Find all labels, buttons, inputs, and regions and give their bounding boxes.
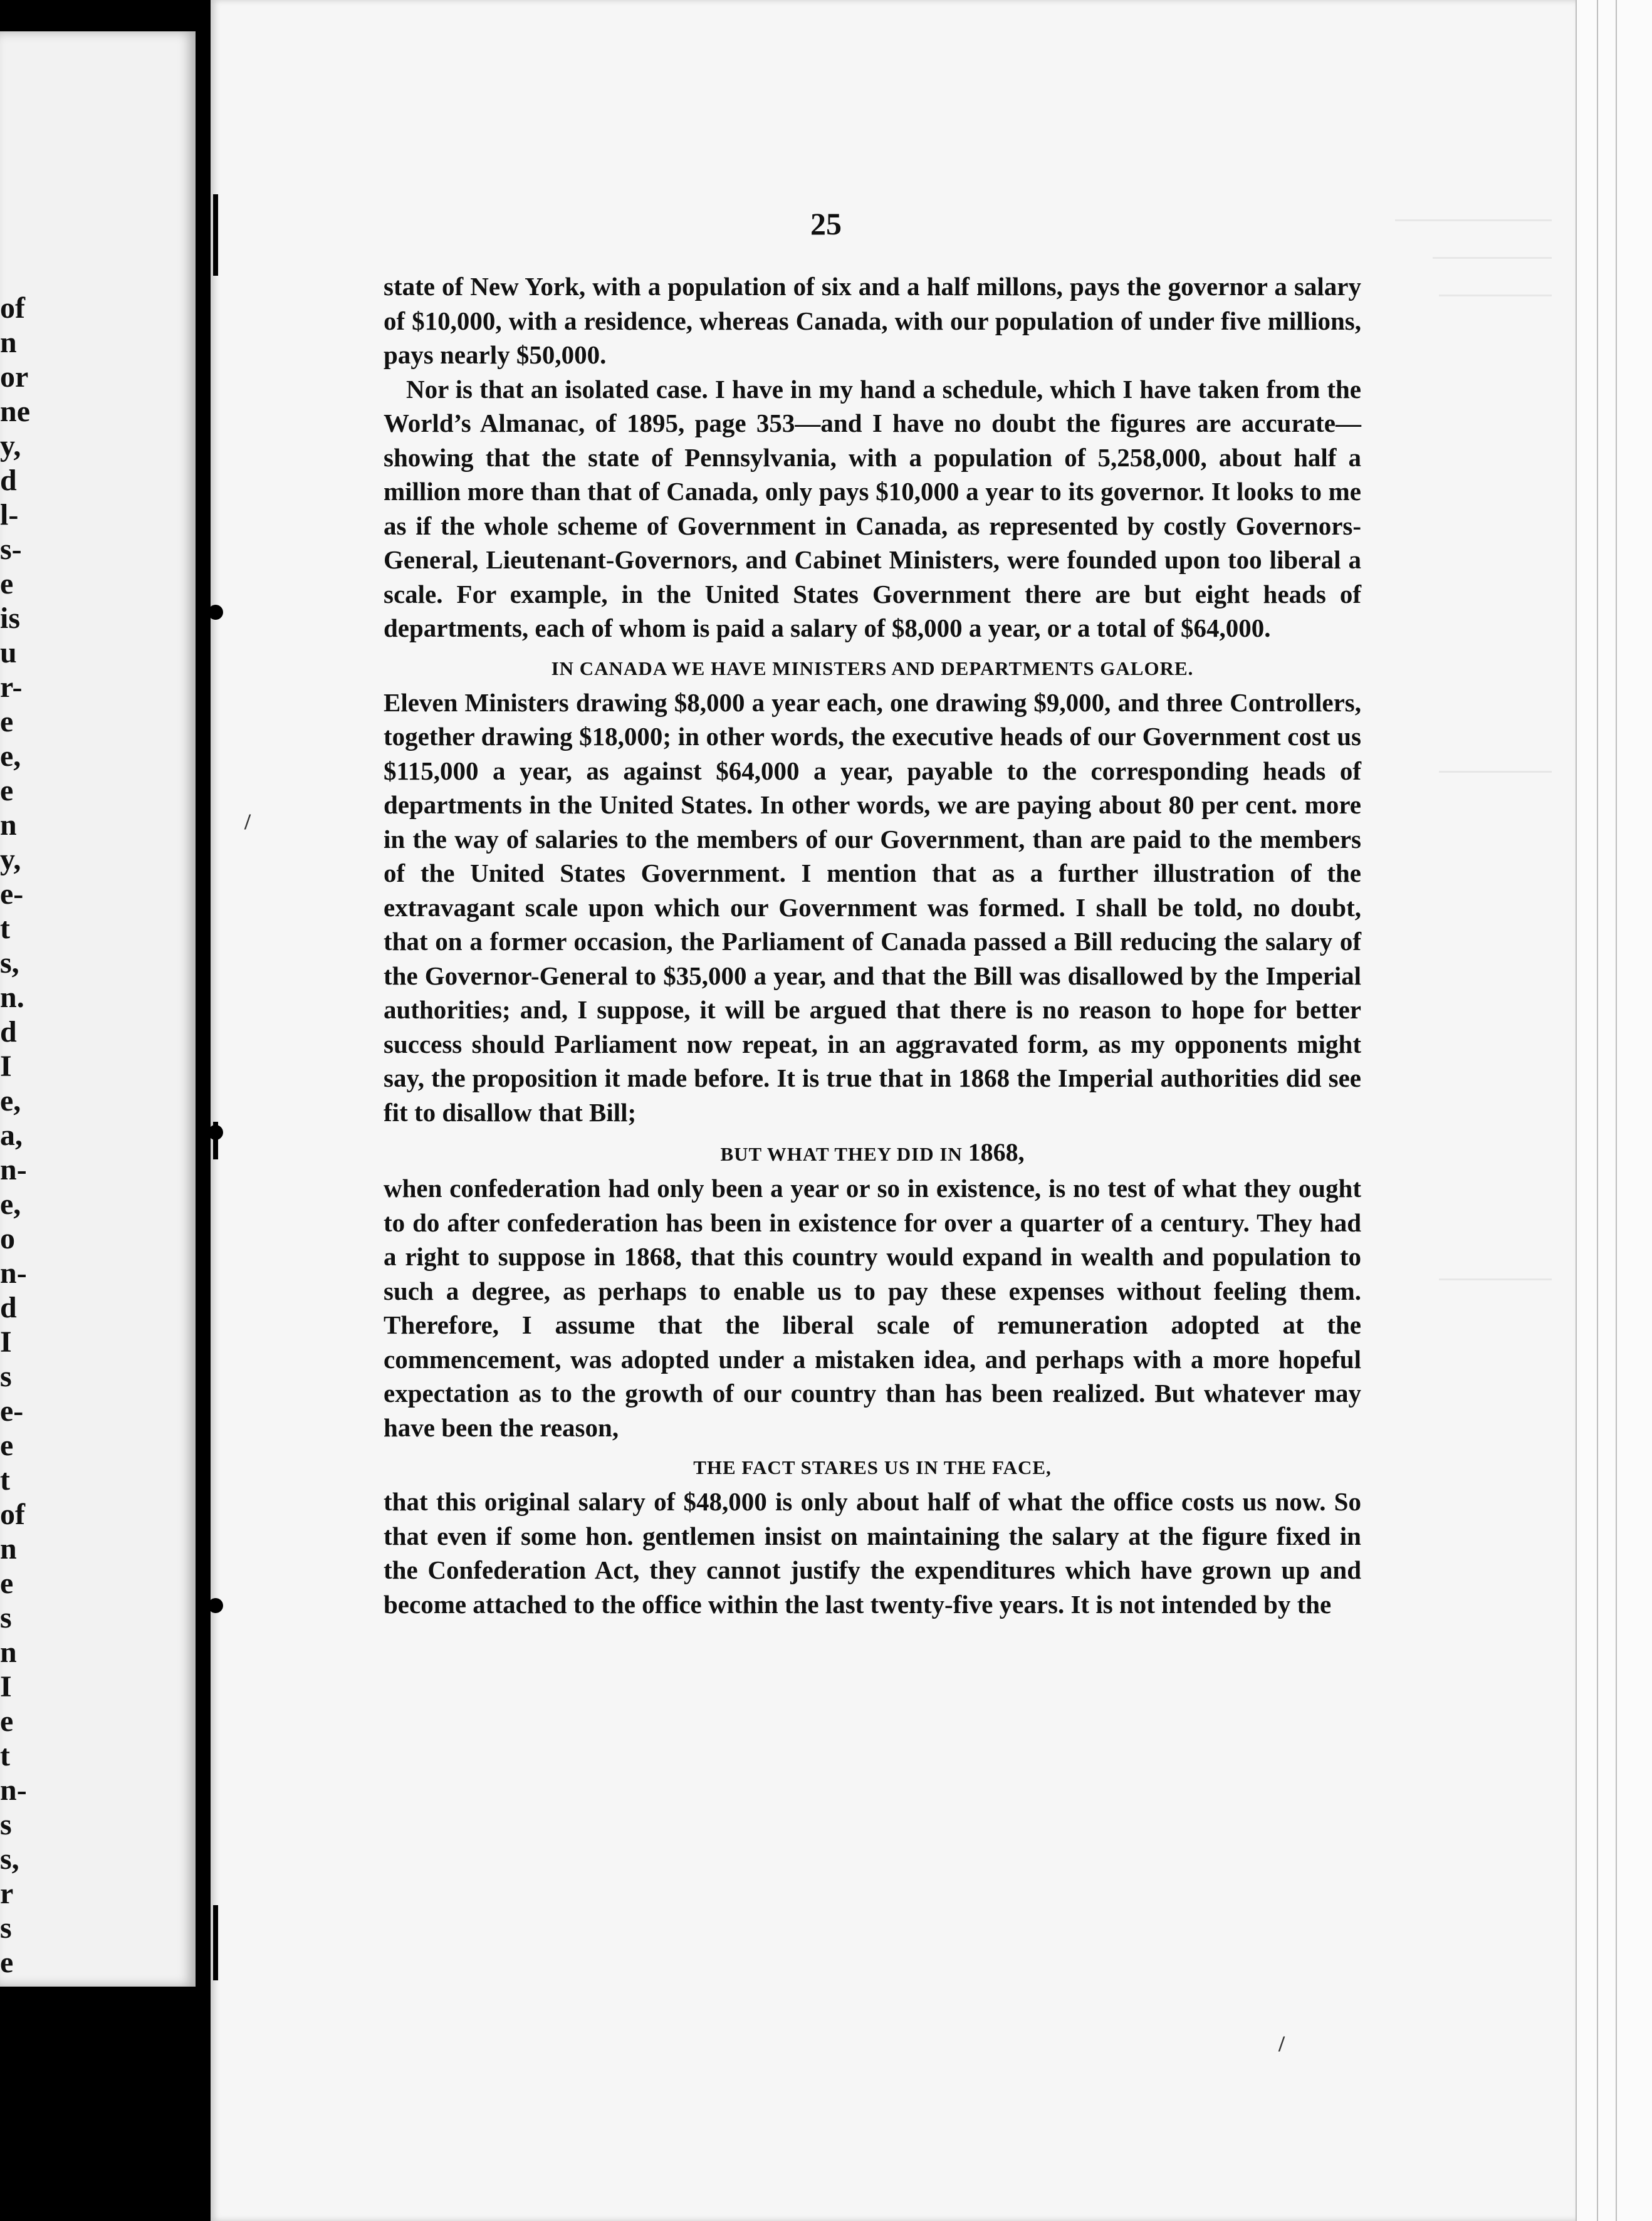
left-page-edge-fragment: s, — [0, 946, 19, 980]
left-page-edge-fragment: s — [0, 1601, 12, 1634]
left-page-edge-fragment: of — [0, 291, 25, 325]
show-through-line — [1439, 295, 1552, 296]
left-page-edge-fragment: I — [0, 1050, 12, 1083]
left-page-edge-fragment: y, — [0, 429, 21, 462]
print-mark: / — [244, 809, 251, 834]
left-page-edge-fragment: I — [0, 1325, 12, 1359]
binding-stitch-head — [208, 1125, 223, 1140]
binding-stitch — [213, 1905, 218, 1980]
binding-stitch-head — [208, 1598, 223, 1613]
left-page-edge-text — [0, 31, 196, 1987]
page-stack-edge — [1576, 0, 1598, 2221]
paragraph: when confederation had only been a year or so in existence, is no test of what they ought to do after confederation has been in existence for over a quarter of a century. They had a right to suppose in 1868, that this country would expand in wealth and population to such a degree, as perhaps to enable us to pay these expenses without feeling them. Therefore, I assume that the liberal scale of remuneration adopted at the commencement, was adopted under a mistaken idea, and perhaps with a more hopeful expectation as to the growth of our country than has been realized. But whatever may have been the reason, — [384, 1174, 1361, 1442]
left-page-edge-fragment: n- — [0, 1153, 27, 1186]
left-page-edge-fragment: d — [0, 1015, 17, 1048]
paragraph: Eleven Ministers drawing $8,000 a year each, one drawing $9,000, and three Controllers, together drawing $18,000; in other words, the executive heads of our Government cost us $115,000 a year, as against $64,000 a year, payable to the corresponding heads of departments in the United States. In other words, we are paying about 80 per cent. more in the way of salaries to the members of our Government, than are paid to the members of the United States Government. I mention that as a further illustration of the extravagant scale upon which our Government was formed. I shall be told, no doubt, that on a former occasion, the Parliament of Canada passed a Bill reducing the salary of the Governor-General to $35,000 a year, and that the Bill was disallowed by the Imperial authorities; and, I suppose, it will be argued that there is no reason to hope for better success should Parliament now repeat, in an aggravated form, as my opponents might say, the proposition it made before. It is true that in 1868 the Imperial authorities did see fit to disallow that Bill; — [384, 687, 1361, 1127]
left-page-edge-fragment: o — [0, 1222, 15, 1255]
page-number: 25 — [810, 206, 842, 241]
show-through-line — [1433, 257, 1552, 259]
left-page-edge-fragment: r- — [0, 671, 23, 704]
left-page-edge-fragment: s- — [0, 533, 22, 566]
left-page-edge-fragment: t — [0, 1739, 10, 1772]
left-page-edge-fragment: e- — [0, 1394, 24, 1428]
page-text — [384, 269, 1361, 1621]
left-page-edge-fragment: n — [0, 326, 17, 359]
section-heading-text: BUT WHAT THEY DID IN — [720, 1143, 963, 1165]
left-page-edge-fragment: t — [0, 912, 10, 945]
left-page-edge-fragment: is — [0, 602, 21, 635]
paragraph: Nor is that an isolated case. I have in my hand a schedule, which I have taken from the World’s Almanac, of 1895, page 353—and I have no doubt the figures are accurate—showing that the state of Pennsylvania, with a population of 5,258,000, about half a million more than that of Canada, only pays $10,000 a year to its governor. It looks to me as if the whole scheme of Government in Canada, as represented by costly Governors-General, Lieutenant-Governors, and Cabinet Ministers, were founded upon too liberal a scale. For example, in the United States Government there are but eight heads of departments, each of whom is paid a salary of $8,000 a year, or a total of $64,000. — [384, 374, 1361, 642]
left-page-edge-fragment: s — [0, 1808, 12, 1841]
left-page-edge-fragment: e, — [0, 739, 21, 773]
left-page — [0, 31, 196, 1987]
left-page-edge-fragment: n — [0, 1532, 17, 1565]
book-gutter — [196, 0, 211, 2221]
left-page-edge-fragment: e — [0, 567, 14, 600]
left-page-edge-fragment: e- — [0, 877, 24, 911]
section-heading: THE FACT STARES US IN THE FACE, — [693, 1456, 1052, 1478]
print-mark: / — [1278, 2031, 1285, 2056]
left-page-edge-fragment: e — [0, 774, 14, 807]
left-page-edge-fragment: y, — [0, 843, 21, 876]
left-page-edge-fragment: e — [0, 1429, 14, 1462]
left-page-edge-fragment: d — [0, 464, 17, 497]
left-page-edge-fragment: u — [0, 636, 17, 669]
left-page-edge-fragment: s, — [0, 1842, 19, 1876]
paragraph: that this original salary of $48,000 is only about half of what the office costs us now. So that even if some hon. gentlemen insist on maintaining the salary at the figure fixed in the Confederation Act, they cannot justify the expenditures which have grown up and become attached to the office within the last twenty-five years. It is not intended by the — [384, 1487, 1361, 1619]
left-page-edge-fragment: e — [0, 1705, 14, 1738]
left-page-edge-fragment: t — [0, 1463, 10, 1497]
left-page-edge-fragment: e — [0, 1567, 14, 1600]
paragraph: state of New York, with a population of six and a half millons, pays the governor a salary of $10,000, with a residence, whereas Canada, with our population of under five millions, pays nearly $50,000. — [384, 272, 1361, 369]
left-page-edge-fragment: e — [0, 705, 14, 738]
section-heading-year: 1868, — [968, 1138, 1025, 1166]
left-page-edge-fragment: e, — [0, 1084, 21, 1117]
left-page-edge-fragment: d — [0, 1291, 17, 1324]
left-page-edge-fragment: e — [0, 1946, 14, 1979]
left-page-edge-fragment: a, — [0, 1119, 23, 1152]
left-page-edge-fragment: n- — [0, 1774, 27, 1807]
left-page-edge-fragment: e, — [0, 1188, 21, 1221]
left-page-edge-fragment: s — [0, 1911, 12, 1945]
page-stack-edge — [1616, 0, 1652, 2221]
left-page-edge-fragment: of — [0, 1498, 25, 1531]
section-heading — [384, 1136, 1361, 1171]
left-page-edge-fragment: n — [0, 1636, 17, 1669]
left-page-edge-fragment: s — [0, 1360, 12, 1393]
page-stack-edge — [1597, 0, 1617, 2221]
left-page-edge-fragment: or — [0, 360, 29, 394]
binding-stitch-head — [208, 605, 223, 620]
left-page-edge-fragment: l- — [0, 498, 19, 531]
left-page-edge-fragment: n- — [0, 1257, 27, 1290]
left-page-edge-fragment: I — [0, 1670, 12, 1703]
left-page-edge-fragment: r — [0, 1877, 14, 1910]
left-page-edge-fragment: ne — [0, 395, 30, 428]
left-page-edge-fragment: n. — [0, 981, 24, 1014]
section-heading: IN CANADA WE HAVE MINISTERS AND DEPARTMENTS GALORE. — [551, 657, 1194, 679]
show-through-line — [1439, 1278, 1552, 1280]
left-page-edge-fragment: n — [0, 808, 17, 842]
show-through-line — [1439, 771, 1552, 773]
